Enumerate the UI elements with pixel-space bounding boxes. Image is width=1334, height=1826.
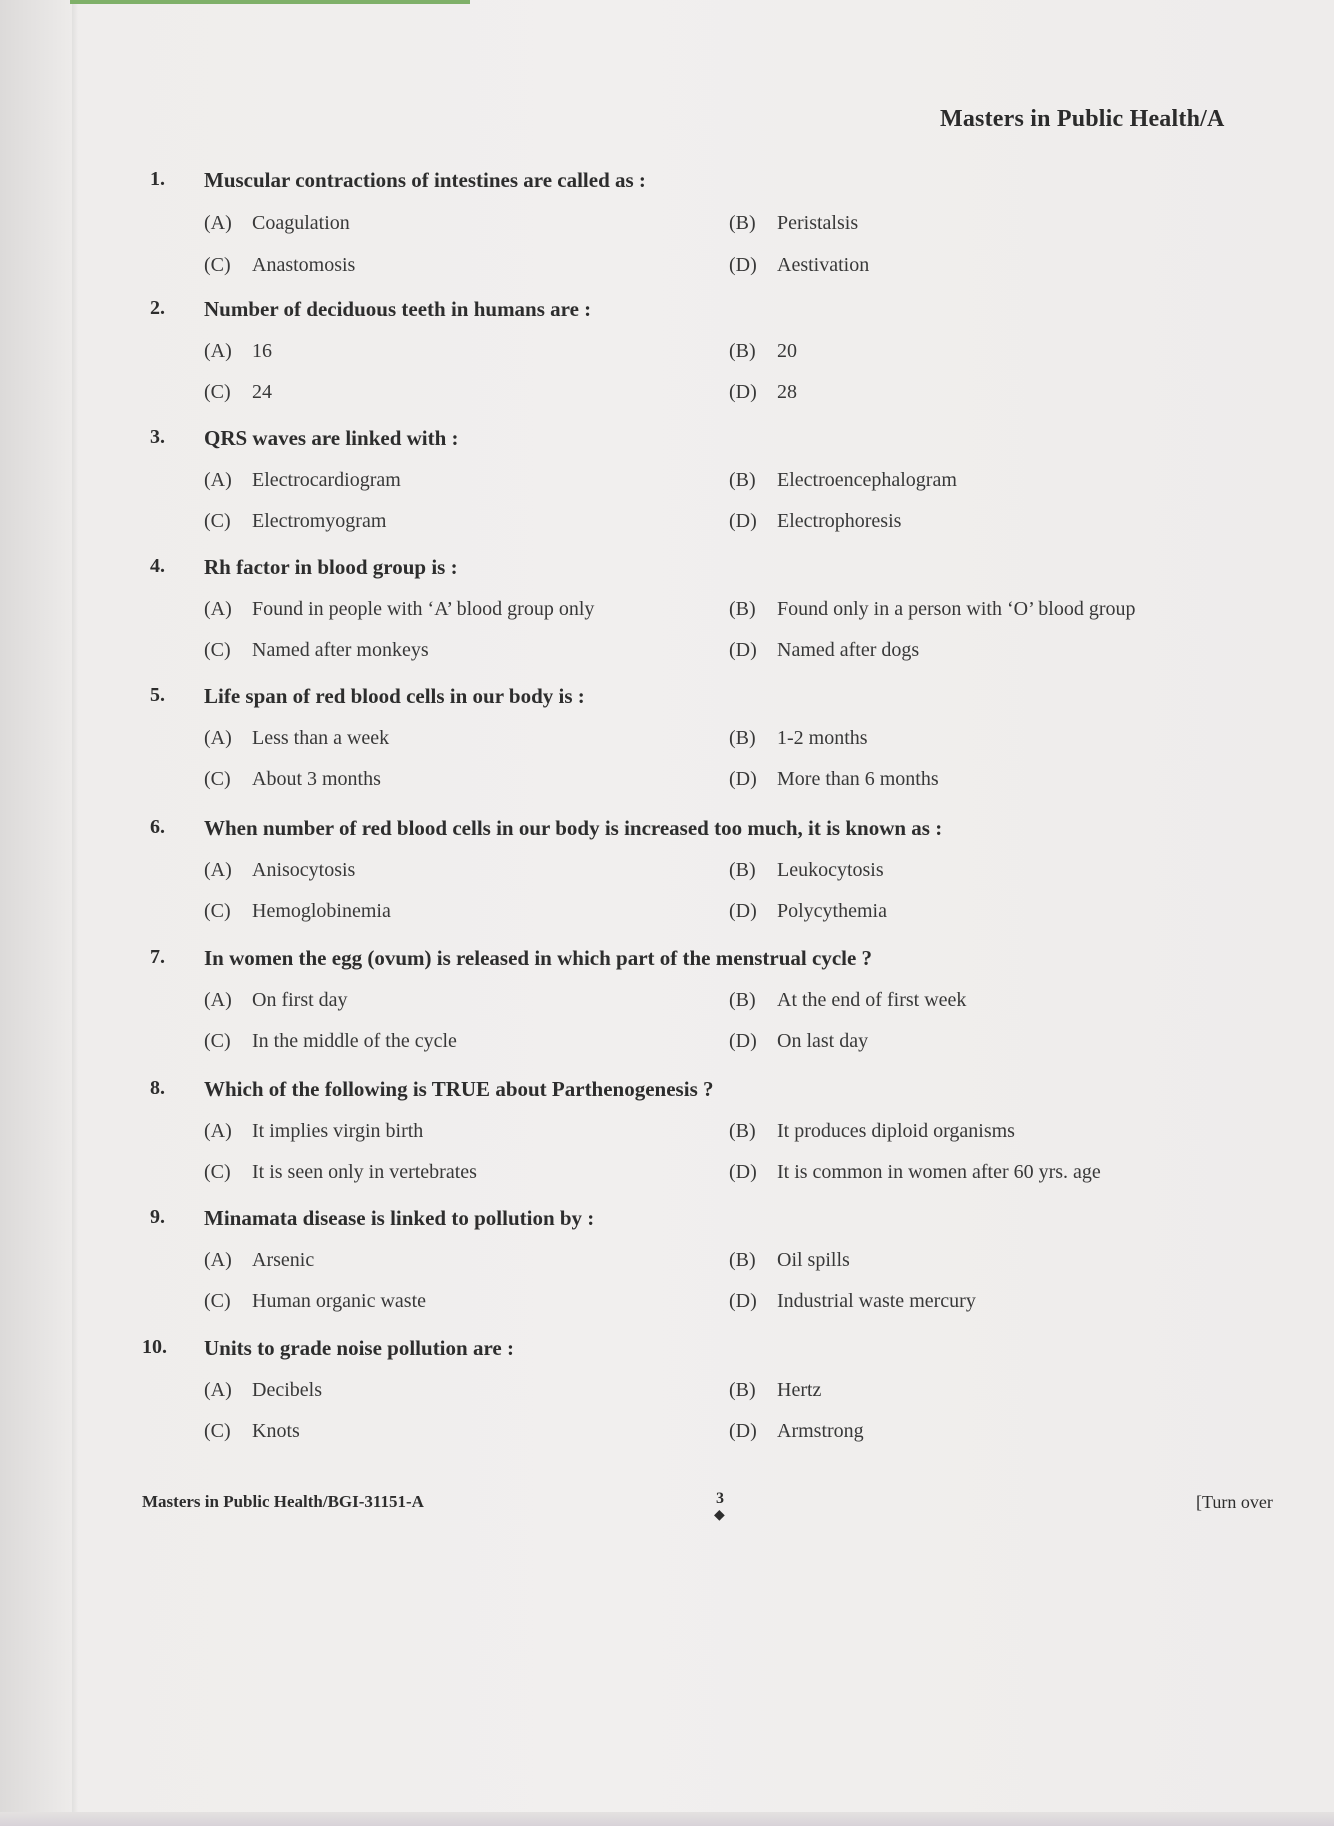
option-d	[729, 381, 797, 404]
option-label: (B)	[729, 212, 756, 234]
option-text: Industrial waste mercury	[777, 1290, 976, 1312]
option-c	[204, 1161, 477, 1184]
footer-page-number: 3	[716, 1490, 724, 1507]
option-text: Arsenic	[252, 1249, 315, 1271]
option-b	[729, 340, 797, 363]
option-d	[729, 768, 939, 791]
option-text: Coagulation	[252, 212, 350, 234]
question-7	[0, 946, 1334, 980]
option-a	[204, 469, 401, 492]
option-d	[729, 1290, 976, 1313]
option-text: It produces diploid organisms	[777, 1120, 1015, 1142]
option-text: 20	[777, 340, 797, 362]
bottom-edge	[0, 1812, 1334, 1826]
question-9	[0, 1206, 1334, 1240]
option-c	[204, 639, 429, 662]
question-2	[0, 297, 1334, 331]
question-text: Units to grade noise pollution are :	[204, 1336, 514, 1360]
footer-turn-over: [Turn over	[1196, 1492, 1273, 1512]
option-b	[729, 1379, 821, 1402]
option-text: It is common in women after 60 yrs. age	[777, 1161, 1101, 1183]
option-label: (A)	[204, 1249, 232, 1271]
question-number: 3.	[150, 426, 165, 448]
question-text: Muscular contractions of intestines are called as :	[204, 168, 646, 192]
option-c	[204, 510, 386, 533]
option-text: It implies virgin birth	[252, 1120, 424, 1142]
question-text: QRS waves are linked with :	[204, 426, 459, 450]
option-label: (D)	[729, 1290, 757, 1312]
option-text: Peristalsis	[777, 212, 859, 234]
option-c	[204, 254, 355, 277]
option-label: (D)	[729, 381, 757, 403]
question-number: 8.	[150, 1077, 165, 1099]
question-text: Number of deciduous teeth in humans are :	[204, 297, 592, 321]
option-label: (B)	[729, 989, 756, 1011]
option-c	[204, 768, 381, 791]
option-label: (D)	[729, 1161, 757, 1183]
page-fold-shadow	[72, 0, 78, 1826]
option-text: Oil spills	[777, 1249, 850, 1271]
option-b	[729, 598, 1136, 621]
question-number: 9.	[150, 1206, 165, 1228]
option-text: Electrophoresis	[777, 510, 902, 532]
footer-paper-code: Masters in Public Health/BGI-31151-A	[142, 1492, 424, 1511]
diamond-icon: ◆	[714, 1508, 725, 1523]
option-label: (C)	[204, 510, 231, 532]
option-d	[729, 1161, 1101, 1184]
option-label: (D)	[729, 639, 757, 661]
option-label: (A)	[204, 469, 232, 491]
option-text: 1-2 months	[777, 727, 868, 749]
option-label: (B)	[729, 1120, 756, 1142]
option-b	[729, 1249, 850, 1272]
option-text: Found in people with ‘A’ blood group only	[252, 598, 595, 620]
option-c	[204, 381, 272, 404]
option-label: (D)	[729, 1420, 757, 1442]
option-label: (D)	[729, 768, 757, 790]
option-label: (B)	[729, 727, 756, 749]
option-label: (D)	[729, 510, 757, 532]
option-label: (C)	[204, 639, 231, 661]
option-b	[729, 212, 858, 235]
option-label: (A)	[204, 212, 232, 234]
option-text: Hemoglobinemia	[252, 900, 391, 922]
question-text: Minamata disease is linked to pollution by :	[204, 1206, 595, 1230]
option-label: (A)	[204, 1120, 232, 1142]
option-label: (D)	[729, 1030, 757, 1052]
option-label: (A)	[204, 989, 232, 1011]
option-label: (A)	[204, 1379, 232, 1401]
option-label: (C)	[204, 1290, 231, 1312]
option-label: (C)	[204, 1420, 231, 1442]
option-label: (C)	[204, 1030, 231, 1052]
option-d	[729, 1420, 864, 1443]
option-c	[204, 1420, 300, 1443]
option-d	[729, 510, 901, 533]
option-text: Armstrong	[777, 1420, 864, 1442]
question-text: In women the egg (ovum) is released in which part of the menstrual cycle ?	[204, 946, 873, 970]
top-edge-stripe	[70, 0, 470, 4]
option-text: In the middle of the cycle	[252, 1030, 457, 1052]
question-1	[0, 168, 1334, 202]
option-label: (D)	[729, 254, 757, 276]
option-label: (C)	[204, 768, 231, 790]
option-label: (C)	[204, 900, 231, 922]
option-text: 24	[252, 381, 272, 403]
option-text: Anisocytosis	[252, 859, 356, 881]
option-b	[729, 989, 966, 1012]
option-label: (C)	[204, 1161, 231, 1183]
option-text: 28	[777, 381, 797, 403]
option-label: (C)	[204, 381, 231, 403]
question-10	[0, 1336, 1334, 1370]
option-text: Human organic waste	[252, 1290, 427, 1312]
option-text: On last day	[777, 1030, 869, 1052]
option-text: Electroencephalogram	[777, 469, 957, 491]
option-a	[204, 727, 389, 750]
option-text: At the end of first week	[777, 989, 967, 1011]
option-text: More than 6 months	[777, 768, 939, 790]
question-text: Life span of red blood cells in our body is :	[204, 684, 585, 708]
option-a	[204, 859, 355, 882]
question-text: Rh factor in blood group is :	[204, 555, 458, 579]
option-c	[204, 900, 391, 923]
option-text: About 3 months	[252, 768, 381, 790]
option-text: On first day	[252, 989, 348, 1011]
question-number: 6.	[150, 816, 165, 838]
option-b	[729, 469, 957, 492]
question-4	[0, 555, 1334, 589]
question-5	[0, 684, 1334, 718]
option-a	[204, 989, 348, 1012]
option-label: (B)	[729, 340, 756, 362]
question-3	[0, 426, 1334, 460]
option-a	[204, 1120, 423, 1143]
option-text: Found only in a person with ‘O’ blood group	[777, 598, 1136, 620]
option-label: (D)	[729, 900, 757, 922]
option-label: (A)	[204, 727, 232, 749]
question-number: 1.	[150, 168, 165, 190]
option-label: (B)	[729, 1379, 756, 1401]
option-d	[729, 639, 919, 662]
question-number: 7.	[150, 946, 165, 968]
option-text: Knots	[252, 1420, 300, 1442]
option-text: It is seen only in vertebrates	[252, 1161, 477, 1183]
option-d	[729, 254, 869, 277]
option-label: (B)	[729, 1249, 756, 1271]
option-a	[204, 1379, 322, 1402]
option-c	[204, 1030, 457, 1053]
option-text: Named after dogs	[777, 639, 920, 661]
question-8	[0, 1077, 1334, 1111]
option-b	[729, 1120, 1015, 1143]
option-text: Electrocardiogram	[252, 469, 401, 491]
option-a	[204, 340, 272, 363]
option-text: Named after monkeys	[252, 639, 429, 661]
question-text: Which of the following is TRUE about Parthenogenesis ?	[204, 1077, 714, 1101]
option-b	[729, 859, 884, 882]
option-label: (B)	[729, 859, 756, 881]
option-a	[204, 598, 594, 621]
option-label: (C)	[204, 254, 231, 276]
option-a	[204, 1249, 314, 1272]
option-d	[729, 1030, 868, 1053]
option-label: (A)	[204, 598, 232, 620]
option-text: Less than a week	[252, 727, 390, 749]
option-label: (B)	[729, 598, 756, 620]
option-text: Leukocytosis	[777, 859, 884, 881]
option-text: 16	[252, 340, 272, 362]
option-label: (A)	[204, 340, 232, 362]
option-d	[729, 900, 887, 923]
option-text: Hertz	[777, 1379, 822, 1401]
page-header-title: Masters in Public Health/A	[940, 106, 1225, 132]
option-text: Aestivation	[777, 254, 870, 276]
option-text: Polycythemia	[777, 900, 887, 922]
question-number: 4.	[150, 555, 165, 577]
option-label: (B)	[729, 469, 756, 491]
option-text: Anastomosis	[252, 254, 356, 276]
option-label: (A)	[204, 859, 232, 881]
question-number: 10.	[142, 1336, 167, 1358]
question-text: When number of red blood cells in our body is increased too much, it is known as :	[204, 816, 943, 840]
option-a	[204, 212, 350, 235]
question-number: 2.	[150, 297, 165, 319]
option-text: Electromyogram	[252, 510, 387, 532]
option-c	[204, 1290, 426, 1313]
option-text: Decibels	[252, 1379, 322, 1401]
option-b	[729, 727, 868, 750]
question-number: 5.	[150, 684, 165, 706]
question-6	[0, 816, 1334, 850]
